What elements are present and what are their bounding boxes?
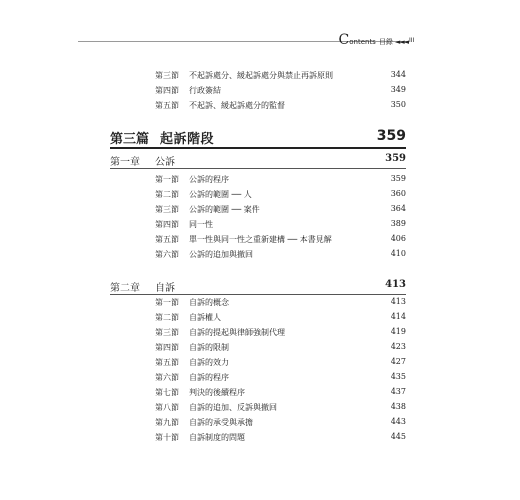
section-label: 第六節 xyxy=(155,250,179,259)
header-title: 目錄 xyxy=(378,38,393,46)
section-label: 第四節 xyxy=(155,86,179,95)
toc-entry[interactable] xyxy=(0,372,520,387)
section-label: 第七節 xyxy=(155,388,179,397)
section-page: 414 xyxy=(390,312,406,321)
section-label: 第三節 xyxy=(155,328,179,337)
toc-entry[interactable] xyxy=(0,357,520,372)
chapter-label: 第一章 xyxy=(110,157,140,168)
section-page: 435 xyxy=(390,372,406,381)
header-word: ontents xyxy=(349,38,376,46)
section-title: 自訴的提起與律師強制代理 xyxy=(189,328,285,337)
toc-entry[interactable] xyxy=(0,70,520,85)
toc-entry[interactable] xyxy=(0,204,520,219)
section-page: 445 xyxy=(390,432,406,441)
section-title: 不起訴、緩起訴處分的監督 xyxy=(189,101,285,110)
section-title: 單一性與同一性之重新建構 ── 本書見解 xyxy=(189,235,332,244)
section-label: 第三節 xyxy=(155,71,179,80)
toc-entry[interactable] xyxy=(0,100,520,115)
part-label: 第三篇 xyxy=(110,132,150,147)
section-page: 406 xyxy=(390,234,406,243)
toc-entry[interactable] xyxy=(0,312,520,327)
section-page: 437 xyxy=(390,387,406,396)
chapter-heading[interactable] xyxy=(110,279,406,294)
toc-entry[interactable] xyxy=(0,402,520,417)
toc-entry[interactable] xyxy=(0,432,520,447)
section-title: 公訴的程序 xyxy=(189,175,229,184)
toc-entry[interactable] xyxy=(0,327,520,342)
section-page: 344 xyxy=(390,70,406,79)
section-label: 第五節 xyxy=(155,235,179,244)
toc-entry[interactable] xyxy=(0,234,520,249)
toc-entry[interactable] xyxy=(0,85,520,100)
section-page: 350 xyxy=(390,100,406,109)
section-title: 自訴的概念 xyxy=(189,298,229,307)
header-arrows-icon: ◄◄◄ xyxy=(394,38,408,46)
chapter-page: 359 xyxy=(385,153,406,164)
section-label: 第一節 xyxy=(155,298,179,307)
chapter-page: 413 xyxy=(385,279,406,290)
chapter-label: 第二章 xyxy=(110,283,140,294)
section-page: 364 xyxy=(390,204,406,213)
section-page: 438 xyxy=(390,402,406,411)
section-page: 389 xyxy=(390,219,406,228)
toc-entry[interactable] xyxy=(0,417,520,432)
section-title: 公訴的追加與撤回 xyxy=(189,250,253,259)
section-title: 自訴的效力 xyxy=(189,358,229,367)
section-page: 410 xyxy=(390,249,406,258)
chapter-rule xyxy=(110,294,406,295)
toc-entry[interactable] xyxy=(0,249,520,264)
section-title: 同一性 xyxy=(189,220,213,229)
section-label: 第二節 xyxy=(155,190,179,199)
section-label: 第四節 xyxy=(155,220,179,229)
section-title: 公訴的範圍 ── 人 xyxy=(189,190,252,199)
section-page: 349 xyxy=(390,85,406,94)
section-page: 359 xyxy=(390,174,406,183)
page-number: III xyxy=(409,37,415,44)
section-title: 自訴權人 xyxy=(189,313,221,322)
section-page: 360 xyxy=(390,189,406,198)
section-title: 行政簽結 xyxy=(189,86,221,95)
section-label: 第一節 xyxy=(155,175,179,184)
section-title: 自訴的程序 xyxy=(189,373,229,382)
toc-entry[interactable] xyxy=(0,174,520,189)
part-heading[interactable] xyxy=(110,128,406,149)
toc-entry[interactable] xyxy=(0,189,520,204)
part-page: 359 xyxy=(376,128,406,144)
section-label: 第五節 xyxy=(155,358,179,367)
section-title: 判決的後續程序 xyxy=(189,388,245,397)
toc-entry[interactable] xyxy=(0,387,520,402)
section-title: 自訴的限制 xyxy=(189,343,229,352)
section-label: 第六節 xyxy=(155,373,179,382)
section-title: 自訴的追加、反訴與撤回 xyxy=(189,403,277,412)
section-page: 423 xyxy=(390,342,406,351)
section-title: 自訴制度的問題 xyxy=(189,433,245,442)
section-page: 443 xyxy=(390,417,406,426)
chapter-title: 公訴 xyxy=(155,157,175,168)
section-page: 419 xyxy=(390,327,406,336)
section-label: 第十節 xyxy=(155,433,179,442)
section-title: 自訴的承受與承擔 xyxy=(189,418,253,427)
section-label: 第三節 xyxy=(155,205,179,214)
section-label: 第二節 xyxy=(155,313,179,322)
section-label: 第五節 xyxy=(155,101,179,110)
toc-entry[interactable] xyxy=(0,219,520,234)
section-page: 413 xyxy=(390,297,406,306)
chapter-title: 自訴 xyxy=(155,283,175,294)
chapter-heading[interactable] xyxy=(110,153,406,168)
toc-entry[interactable] xyxy=(0,297,520,312)
running-header xyxy=(339,33,408,47)
section-label: 第九節 xyxy=(155,418,179,427)
section-label: 第四節 xyxy=(155,343,179,352)
section-label: 第八節 xyxy=(155,403,179,412)
chapter-rule xyxy=(110,168,406,169)
section-page: 427 xyxy=(390,357,406,366)
toc-entry[interactable] xyxy=(0,342,520,357)
section-title: 公訴的範圍 ── 案件 xyxy=(189,205,260,214)
header-initial: C xyxy=(338,32,350,48)
part-title: 起訴階段 xyxy=(160,132,215,147)
section-title: 不起訴處分、緩起訴處分與禁止再訴原則 xyxy=(189,71,333,80)
